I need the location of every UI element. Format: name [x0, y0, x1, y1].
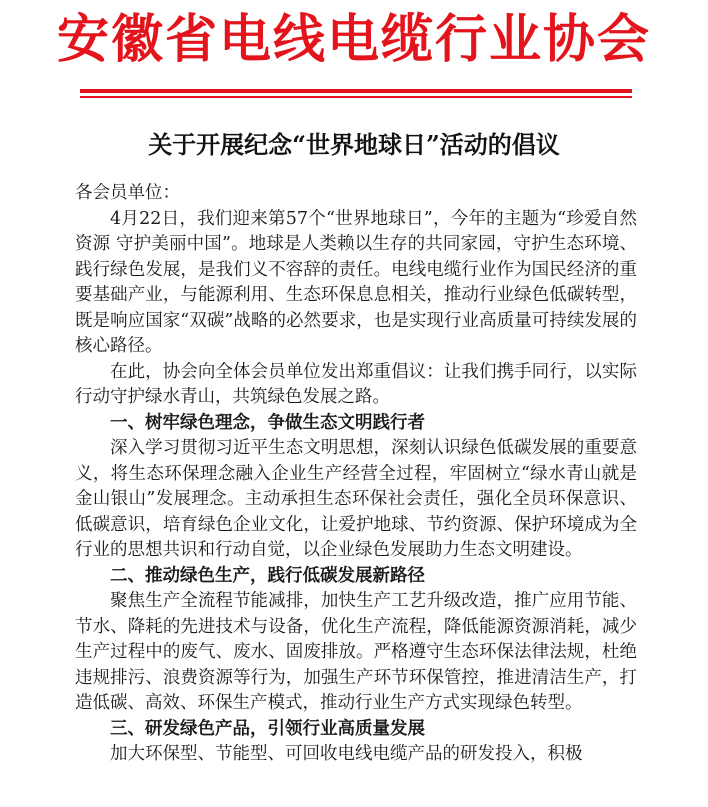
document-body [75, 181, 637, 768]
paragraph-proposal: 在此，协会向全体会员单位发出郑重倡议：让我们携手同行，以实际行动守护绿水青山，共筑绿色发展之路。 [75, 361, 637, 407]
section-body-1: 深入学习贯彻习近平生态文明思想，深刻认识绿色低碳发展的重要意义，将生态环保理念融入企业生产经营全过程，牢固树立“绿水青山就是金山银山”发展理念。主动承担生态环保社会责任，强化全员环保意识、低碳意识，培育绿色企业文化，让爱护地球、节约资源、保护环境成为全行业的思想共识和行动自觉，以企业绿色发展助力生态文明建设。 [75, 438, 637, 560]
paragraph-intro: 4月22日，我们迎来第57个“世界地球日”，今年的主题为“珍爱自然资源 守护美丽中国”。地球是人类赖以生存的共同家园，守护生态环境、践行绿色发展，是我们义不容辞的责任。电线电缆行业作为国民经济的重要基础产业，与能源利用、生态环保息息相关，推动行业绿色低碳转型，既是响应国家“双碳”战略的必然要求，也是实现行业高质量可持续发展的核心路径。 [75, 208, 637, 356]
header-rule-thick [80, 89, 632, 93]
section-body-3: 加大环保型、节能型、可回收电线电缆产品的研发投入，积极 [110, 744, 583, 764]
document-title: 关于开展纪念“世界地球日”活动的倡议 [148, 130, 560, 159]
section-heading-2: 二、推动绿色生产，践行低碳发展新路径 [110, 565, 425, 586]
organization-name: 安徽省电线电缆行业协会 [56, 9, 651, 70]
section-body-2: 聚焦生产全流程节能减排，加快生产工艺升级改造，推广应用节能、节水、降耗的先进技术与设备，优化生产流程，降低能源资源消耗，减少生产过程中的废气、废水、固废排放。严格遵守生态环保法律法规，杜绝违规排污、浪费资源等行为，加强生产环节环保管控，推进清洁生产，打造低碳、高效、环保生产模式，推动行业生产方式实现绿色转型。 [75, 591, 637, 713]
section-heading-1: 一、树牢绿色理念，争做生态文明践行者 [110, 412, 425, 433]
section-heading-3: 三、研发绿色产品，引领行业高质量发展 [110, 718, 425, 739]
salutation: 各会员单位： [75, 183, 180, 203]
header-rule-thin [80, 96, 632, 98]
